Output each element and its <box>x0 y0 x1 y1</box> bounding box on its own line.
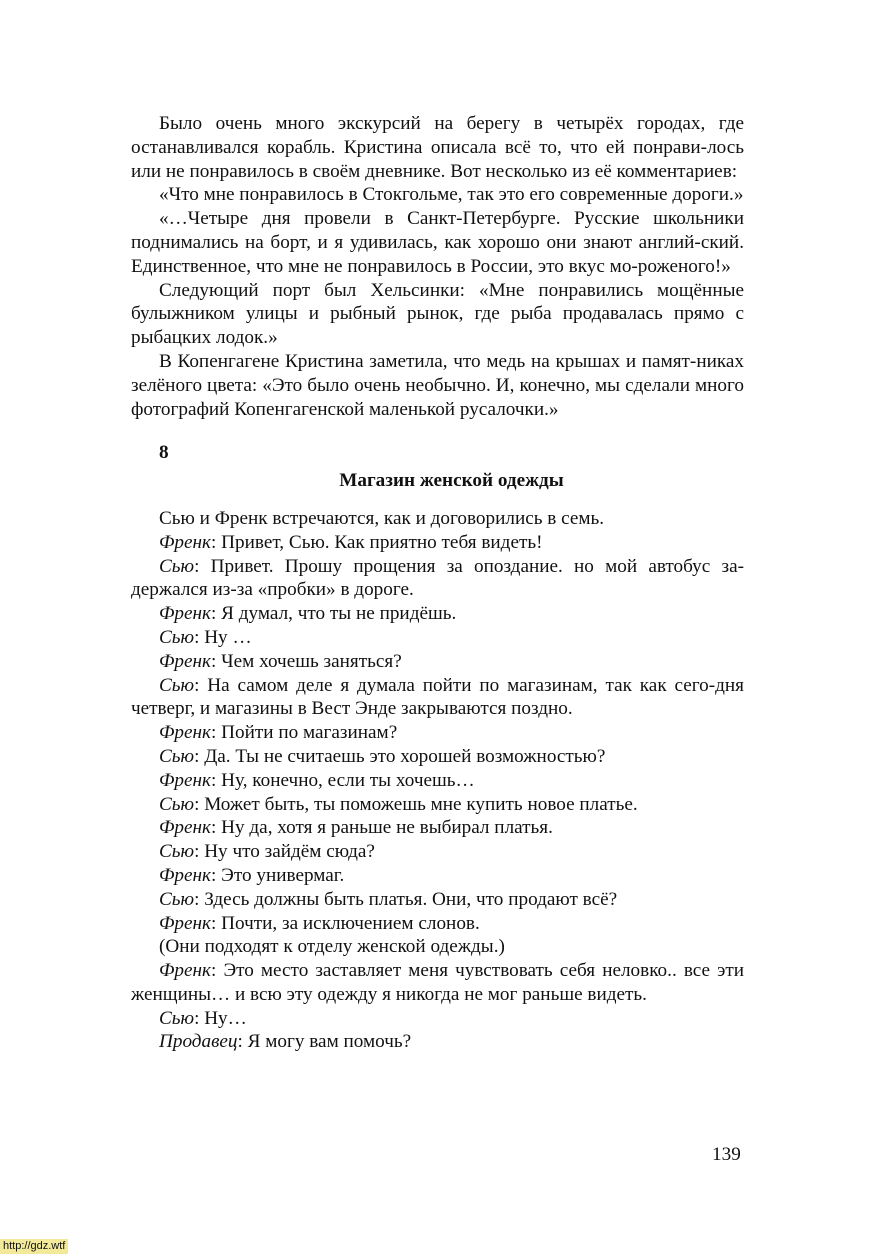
dialog-line <box>131 555 744 603</box>
dialog-line <box>131 840 744 864</box>
line-text: : Почти, за исключением слонов. <box>211 912 480 934</box>
dialog-line <box>131 626 744 650</box>
line-text: : Я могу вам помочь? <box>237 1031 412 1053</box>
line-text: : Привет, Сью. Как приятно тебя видеть! <box>211 531 543 553</box>
dialog-line <box>131 531 744 555</box>
book-page <box>131 112 744 1054</box>
dialog-line <box>131 959 744 1007</box>
speaker-name: Сью <box>159 745 195 767</box>
paragraph: В Копенгагене Кристина заметила, что медь на крышах и памят-никах зелёного цвета: «Это было очень необычно. И, конечно, мы сделали много фотографий Копенгагенской маленькой русалочки.» <box>131 350 744 420</box>
speaker-name: Френк <box>159 769 212 791</box>
speaker-name: Френк <box>159 531 212 553</box>
line-text: : Это универмаг. <box>211 864 345 886</box>
speaker-name: Сью <box>159 674 195 696</box>
section-number: 8 <box>159 442 169 464</box>
dialog-line <box>131 864 744 888</box>
speaker-name: Френк <box>159 864 212 886</box>
dialog-line <box>131 816 744 840</box>
dialog-line <box>131 650 744 674</box>
speaker-name: Сью <box>159 1007 195 1029</box>
dialog-line <box>131 793 744 817</box>
line-text: : Чем хочешь заняться? <box>211 650 402 672</box>
paragraph: «Что мне понравилось в Стокгольме, так это его современные дороги.» <box>159 184 744 206</box>
speaker-name: Френк <box>159 722 212 744</box>
speaker-name: Сью <box>159 888 195 910</box>
dialog-line <box>131 1030 744 1054</box>
speaker-name: Френк <box>159 650 212 672</box>
speaker-name: Френк <box>159 960 212 982</box>
line-text: : Ну… <box>194 1007 247 1029</box>
line-text: : Ну да, хотя я раньше не выбирал платья. <box>211 817 553 839</box>
dialog-intro: Сью и Френк встречаются, как и договорились в семь. <box>159 507 605 529</box>
narrative-section <box>131 112 744 421</box>
line-text: : Это место заставляет меня чувствовать себя неловко.. все эти женщины… и всю эту одежду я никогда не мог раньше видеть. <box>131 960 744 1005</box>
dialog-line <box>131 769 744 793</box>
speaker-name: Сью <box>159 793 195 815</box>
line-text: : Ну, конечно, если ты хочешь… <box>211 769 475 791</box>
line-text: : На самом деле я думала пойти по магазинам, так как сего-дня четверг, и магазины в Вест Энде закрываются поздно. <box>131 674 744 720</box>
speaker-name: Френк <box>159 603 212 625</box>
dialog-line <box>131 1007 744 1031</box>
dialog-line <box>131 721 744 745</box>
dialog-line <box>131 674 744 722</box>
line-text: : Да. Ты не считаешь это хорошей возможностью? <box>194 745 606 767</box>
speaker-name: Френк <box>159 912 212 934</box>
paragraph: Следующий порт был Хельсинки: «Мне понравились мощённые булыжником улицы и рыбный рынок, где рыба продавалась прямо с рыбацких лодок.» <box>131 279 744 349</box>
line-text: : Ну что зайдём сюда? <box>194 841 375 863</box>
dialog-line <box>131 602 744 626</box>
page-number: 139 <box>712 1144 741 1165</box>
line-text: : Ну … <box>194 626 252 648</box>
section-title: Магазин женской одежды <box>339 470 564 492</box>
dialog-line <box>131 912 744 936</box>
line-text: : Пойти по магазинам? <box>211 722 398 744</box>
line-text: : Здесь должны быть платья. Они, что продают всё? <box>194 888 618 910</box>
speaker-name: Сью <box>159 841 195 863</box>
line-text: : Может быть, ты поможешь мне купить новое платье. <box>194 793 638 815</box>
watermark-link[interactable]: http://gdz.wtf <box>0 1239 68 1254</box>
dialog-line <box>131 888 744 912</box>
speaker-name: Продавец <box>159 1031 238 1053</box>
line-text: : Привет. Прошу прощения за опоздание. но мой автобус за-держался из-за «пробки» в дороге. <box>131 555 744 601</box>
paragraph: Было очень много экскурсий на берегу в четырёх городах, где останавливался корабль. Кристина описала всё то, что ей понрави-лось или не понравилось в своём дневнике. Вот несколько из её комментариев: <box>131 113 744 182</box>
speaker-name: Френк <box>159 817 212 839</box>
stage-direction: (Они подходят к отделу женской одежды.) <box>159 936 505 958</box>
dialog-line <box>131 745 744 769</box>
speaker-name: Сью <box>159 555 195 577</box>
speaker-name: Сью <box>159 626 195 648</box>
dialog <box>131 507 744 1054</box>
line-text: : Я думал, что ты не придёшь. <box>211 603 457 625</box>
paragraph: «…Четыре дня провели в Санкт-Петербурге. Русские школьники поднимались на борт, и я удивилась, как хорошо они знают англий-ский. Единственное, что мне не понравилось в России, это вкус мо-роженого!» <box>131 208 744 277</box>
